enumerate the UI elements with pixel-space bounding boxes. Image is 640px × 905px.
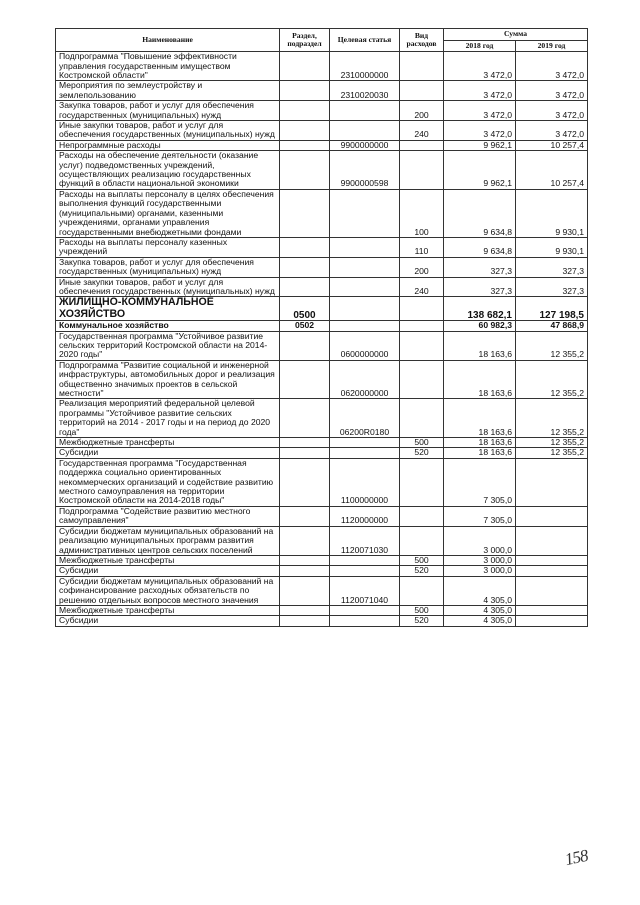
type-cell: 240	[400, 121, 444, 141]
type-cell	[400, 52, 444, 81]
table-row	[56, 605, 588, 615]
value-2018-cell: 327,3	[444, 257, 516, 277]
value-2018-cell: 3 472,0	[444, 81, 516, 101]
target-cell: 0620000000	[330, 360, 400, 399]
section-cell	[280, 458, 330, 506]
type-cell	[400, 360, 444, 399]
table-row	[56, 52, 588, 81]
value-2018-cell: 3 472,0	[444, 121, 516, 141]
value-2018-cell: 7 305,0	[444, 458, 516, 506]
table-row	[56, 576, 588, 605]
table-header	[56, 29, 588, 52]
name-cell: Закупка товаров, работ и услуг для обеспечения государственных (муниципальных) нужд	[56, 101, 280, 121]
section-cell	[280, 555, 330, 565]
value-2018-cell: 18 163,6	[444, 360, 516, 399]
name-cell: Субсидии бюджетам муниципальных образований на реализацию муниципальных программ развития административных центров сельских поселений	[56, 526, 280, 555]
value-2019-cell: 12 355,2	[516, 399, 588, 438]
type-cell: 520	[400, 616, 444, 626]
value-2019-cell: 12 355,2	[516, 438, 588, 448]
target-cell: 1100000000	[330, 458, 400, 506]
value-2018-cell: 3 000,0	[444, 566, 516, 576]
value-2019-cell	[516, 555, 588, 565]
target-cell	[330, 237, 400, 257]
target-cell	[330, 277, 400, 297]
budget-table	[55, 28, 588, 627]
table-row	[56, 101, 588, 121]
target-cell	[330, 605, 400, 615]
table-row	[56, 331, 588, 360]
name-cell: Межбюджетные трансферты	[56, 438, 280, 448]
table-row	[56, 237, 588, 257]
section-cell	[280, 151, 330, 190]
table-row	[56, 438, 588, 448]
name-cell: Иные закупки товаров, работ и услуг для обеспечения государственных (муниципальных) нужд	[56, 277, 280, 297]
name-cell: Государственная программа "Устойчивое развитие сельских территорий Костромской области на 2014-2020 годы"	[56, 331, 280, 360]
target-cell	[330, 257, 400, 277]
target-cell	[330, 555, 400, 565]
value-2018-cell: 60 982,3	[444, 321, 516, 331]
type-cell: 100	[400, 189, 444, 237]
section-cell	[280, 101, 330, 121]
header-sum: Сумма	[444, 29, 588, 41]
value-2018-cell: 4 305,0	[444, 616, 516, 626]
name-cell: Подпрограмма "Содействие развитию местного самоуправления"	[56, 506, 280, 526]
target-cell: 9900000000	[330, 140, 400, 150]
value-2018-cell: 9 962,1	[444, 140, 516, 150]
target-cell: 2310020030	[330, 81, 400, 101]
value-2018-cell: 9 634,8	[444, 237, 516, 257]
type-cell: 110	[400, 237, 444, 257]
type-cell	[400, 399, 444, 438]
table-row	[56, 566, 588, 576]
name-cell: Коммунальное хозяйство	[56, 321, 280, 331]
type-cell	[400, 297, 444, 321]
table-row	[56, 189, 588, 237]
name-cell: Межбюджетные трансферты	[56, 555, 280, 565]
name-cell: Субсидии	[56, 566, 280, 576]
section-cell	[280, 605, 330, 615]
target-cell: 2310000000	[330, 52, 400, 81]
table-body	[56, 52, 588, 627]
name-cell: Закупка товаров, работ и услуг для обеспечения государственных (муниципальных) нужд	[56, 257, 280, 277]
target-cell: 0600000000	[330, 331, 400, 360]
target-cell	[330, 101, 400, 121]
section-cell	[280, 237, 330, 257]
value-2019-cell	[516, 566, 588, 576]
value-2019-cell: 9 930,1	[516, 189, 588, 237]
name-cell: Мероприятия по землеустройству и землепользованию	[56, 81, 280, 101]
type-cell	[400, 506, 444, 526]
table-row	[56, 506, 588, 526]
section-cell	[280, 331, 330, 360]
name-cell: Расходы на выплаты персоналу казенных учреждений	[56, 237, 280, 257]
section-cell	[280, 576, 330, 605]
value-2018-cell: 3 472,0	[444, 52, 516, 81]
header-year-2019: 2019 год	[516, 40, 588, 52]
name-cell: Подпрограмма "Повышение эффективности управления государственным имуществом Костромской области"	[56, 52, 280, 81]
section-cell	[280, 52, 330, 81]
name-cell: Подпрограмма "Развитие социальной и инженерной инфраструктуры, автомобильных дорог и реализация общественно значимых проектов в сельской местности"	[56, 360, 280, 399]
target-cell: 1120071030	[330, 526, 400, 555]
name-cell: Реализация мероприятий федеральной целевой программы "Устойчивое развитие сельских территорий на 2014 - 2017 годы и на период до 2020 года"	[56, 399, 280, 438]
section-cell	[280, 438, 330, 448]
name-cell: Межбюджетные трансферты	[56, 605, 280, 615]
value-2019-cell	[516, 616, 588, 626]
type-cell	[400, 526, 444, 555]
target-cell	[330, 121, 400, 141]
header-target: Целевая статья	[330, 29, 400, 52]
target-cell	[330, 566, 400, 576]
type-cell: 500	[400, 555, 444, 565]
table-row	[56, 81, 588, 101]
type-cell	[400, 458, 444, 506]
target-cell: 1120071040	[330, 576, 400, 605]
value-2018-cell: 9 634,8	[444, 189, 516, 237]
page-number-mark: 158	[563, 845, 590, 870]
type-cell	[400, 321, 444, 331]
value-2018-cell: 18 163,6	[444, 331, 516, 360]
value-2019-cell: 12 355,2	[516, 360, 588, 399]
target-cell	[330, 438, 400, 448]
type-cell	[400, 140, 444, 150]
value-2019-cell: 47 868,9	[516, 321, 588, 331]
type-cell: 200	[400, 101, 444, 121]
section-cell	[280, 257, 330, 277]
target-cell	[330, 189, 400, 237]
target-cell: 1120000000	[330, 506, 400, 526]
header-name: Наименование	[56, 29, 280, 52]
table-row	[56, 526, 588, 555]
section-cell	[280, 526, 330, 555]
target-cell: 9900000598	[330, 151, 400, 190]
type-cell: 500	[400, 438, 444, 448]
value-2019-cell: 12 355,2	[516, 448, 588, 458]
target-cell	[330, 616, 400, 626]
section-cell	[280, 399, 330, 438]
target-cell: 06200R0180	[330, 399, 400, 438]
value-2019-cell: 327,3	[516, 257, 588, 277]
table-row	[56, 140, 588, 150]
name-cell: Государственная программа "Государственная поддержка социально ориентированных некоммерческих организаций и содействие развитию местного самоуправления на территории Костромской области на 2014-2018 годы"	[56, 458, 280, 506]
table-row	[56, 448, 588, 458]
name-cell: Субсидии	[56, 448, 280, 458]
value-2019-cell: 327,3	[516, 277, 588, 297]
value-2018-cell: 327,3	[444, 277, 516, 297]
value-2018-cell: 138 682,1	[444, 297, 516, 321]
value-2019-cell: 3 472,0	[516, 101, 588, 121]
table-row	[56, 458, 588, 506]
value-2018-cell: 18 163,6	[444, 448, 516, 458]
type-cell: 500	[400, 605, 444, 615]
type-cell	[400, 331, 444, 360]
value-2019-cell: 3 472,0	[516, 52, 588, 81]
table-row	[56, 257, 588, 277]
table-row	[56, 297, 588, 321]
value-2019-cell: 10 257,4	[516, 140, 588, 150]
value-2019-cell	[516, 605, 588, 615]
type-cell	[400, 151, 444, 190]
name-cell: Субсидии бюджетам муниципальных образований на софинансирование расходных обязательств по решению отдельных вопросов местного значения	[56, 576, 280, 605]
type-cell: 520	[400, 448, 444, 458]
section-cell	[280, 506, 330, 526]
header-year-2018: 2018 год	[444, 40, 516, 52]
name-cell: ЖИЛИЩНО-КОММУНАЛЬНОЕ ХОЗЯЙСТВО	[56, 297, 280, 321]
type-cell	[400, 81, 444, 101]
name-cell: Расходы на обеспечение деятельности (оказание услуг) подведомственных учреждений, осуществляющих реализацию государственных функций в области национальной экономики	[56, 151, 280, 190]
value-2018-cell: 3 000,0	[444, 526, 516, 555]
section-cell	[280, 277, 330, 297]
section-cell	[280, 360, 330, 399]
value-2018-cell: 9 962,1	[444, 151, 516, 190]
value-2019-cell	[516, 526, 588, 555]
table-row	[56, 399, 588, 438]
value-2018-cell: 3 000,0	[444, 555, 516, 565]
value-2019-cell: 10 257,4	[516, 151, 588, 190]
value-2018-cell: 4 305,0	[444, 576, 516, 605]
header-type: Вид расходов	[400, 29, 444, 52]
section-cell	[280, 616, 330, 626]
section-cell	[280, 566, 330, 576]
value-2019-cell: 12 355,2	[516, 331, 588, 360]
table-row	[56, 616, 588, 626]
target-cell	[330, 448, 400, 458]
section-cell: 0500	[280, 297, 330, 321]
type-cell: 200	[400, 257, 444, 277]
value-2019-cell: 9 930,1	[516, 237, 588, 257]
value-2018-cell: 3 472,0	[444, 101, 516, 121]
section-cell	[280, 189, 330, 237]
value-2018-cell: 18 163,6	[444, 438, 516, 448]
value-2019-cell	[516, 458, 588, 506]
table-row	[56, 555, 588, 565]
value-2018-cell: 4 305,0	[444, 605, 516, 615]
section-cell	[280, 81, 330, 101]
target-cell	[330, 321, 400, 331]
table-row	[56, 360, 588, 399]
value-2019-cell	[516, 506, 588, 526]
section-cell	[280, 448, 330, 458]
value-2019-cell: 3 472,0	[516, 121, 588, 141]
table-row	[56, 151, 588, 190]
type-cell: 520	[400, 566, 444, 576]
name-cell: Непрограммные расходы	[56, 140, 280, 150]
value-2019-cell: 3 472,0	[516, 81, 588, 101]
table-row	[56, 121, 588, 141]
name-cell: Иные закупки товаров, работ и услуг для обеспечения государственных (муниципальных) нужд	[56, 121, 280, 141]
table-row	[56, 277, 588, 297]
value-2019-cell	[516, 576, 588, 605]
value-2018-cell: 18 163,6	[444, 399, 516, 438]
section-cell	[280, 140, 330, 150]
section-cell: 0502	[280, 321, 330, 331]
table-row	[56, 321, 588, 331]
section-cell	[280, 121, 330, 141]
value-2018-cell: 7 305,0	[444, 506, 516, 526]
value-2019-cell: 127 198,5	[516, 297, 588, 321]
name-cell: Субсидии	[56, 616, 280, 626]
name-cell: Расходы на выплаты персоналу в целях обеспечения выполнения функций государственными (муниципальными) органами, казенными учреждениями, органами управления государственными внебюджетными фондами	[56, 189, 280, 237]
target-cell	[330, 297, 400, 321]
header-section: Раздел, подраздел	[280, 29, 330, 52]
type-cell	[400, 576, 444, 605]
type-cell: 240	[400, 277, 444, 297]
